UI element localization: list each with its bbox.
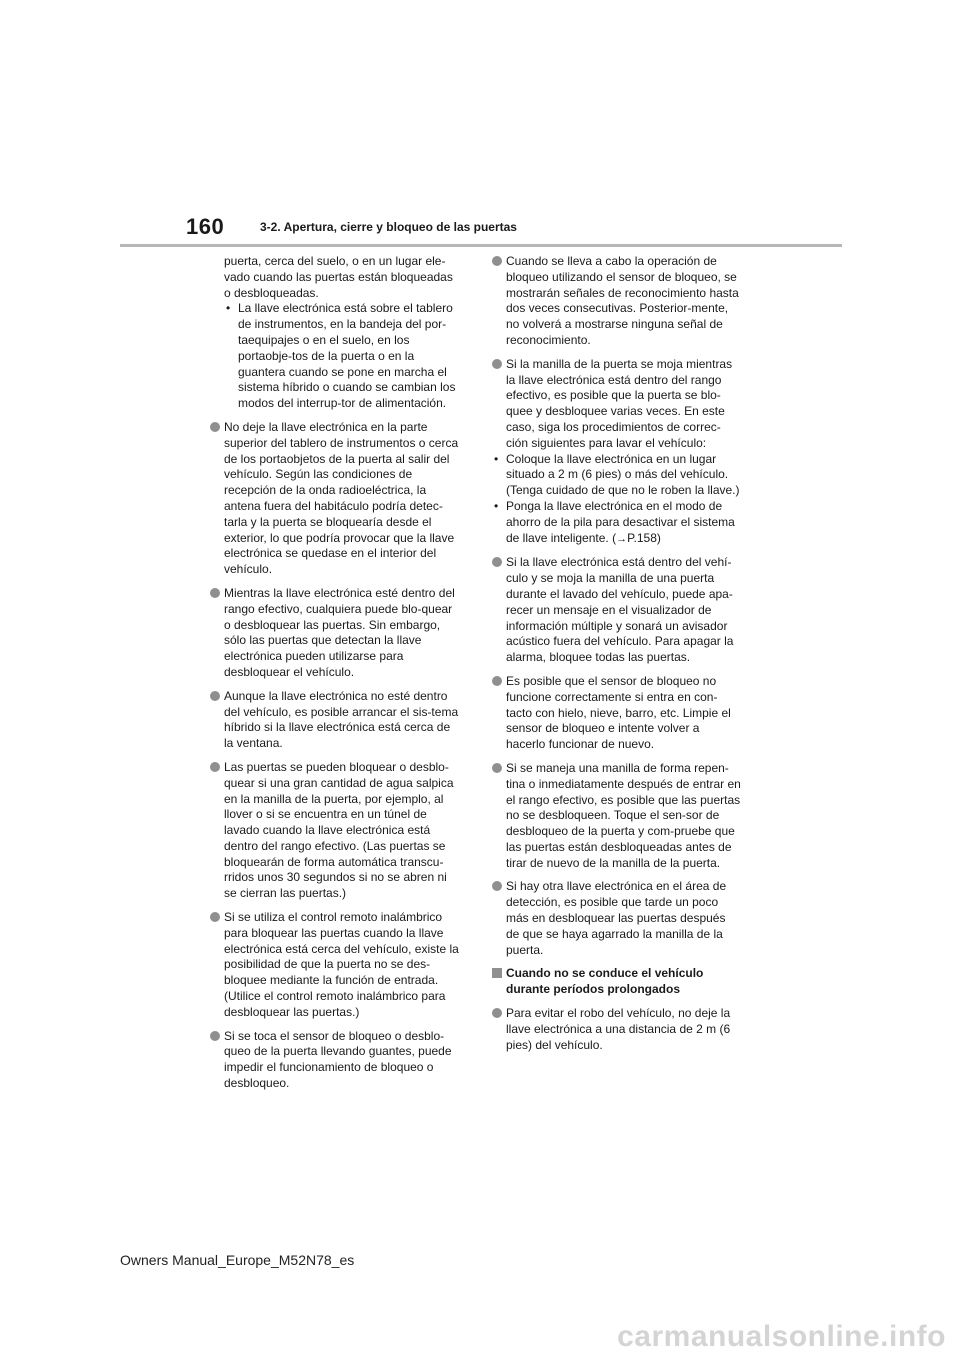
bullet-paragraph: [210, 1029, 460, 1092]
paragraph-text: Si se toca el sensor de bloqueo o desblo-queo de la puerta llevando guantes, puede impedir el funcionamiento de bloqueo o desbloqueo.: [224, 1028, 452, 1091]
bullet-icon: [492, 881, 502, 891]
paragraph-text: Cuando se lleva a cabo la operación de bloqueo utilizando el sensor de bloqueo, se mostrarán señales de reconocimiento hasta dos veces consecutivas. Posterior-mente, no volverá a mostrarse ninguna señal de reconocimiento.: [506, 254, 739, 347]
bullet-paragraph: [492, 357, 742, 548]
bullet-paragraph: [210, 689, 460, 752]
paragraph-text: Si se utiliza el control remoto inalámbrico para bloquear las puertas cuando la llave electrónica está cerca del vehículo, existe la posibilidad de que la puerta no se des-bloquee mediante la función de entrada. (Utilice el control remoto inalámbrico para desbloquear las puertas.): [224, 910, 459, 1019]
sub-bullet-dot: •: [494, 498, 499, 513]
sub-bullet-item: [492, 452, 742, 499]
sub-bullet-dot: •: [226, 301, 231, 316]
text-line: o desbloqueadas.: [224, 285, 319, 300]
sub-bullet-text: La llave electrónica está sobre el tablero de instrumentos, en la bandeja del por-taequipajes o en el suelo, en los portaobje-tos de la puerta o en la guantera cuando se pone en marcha el sistema híbrido o cuando se cambian los modos del interrup-tor de alimentación.: [238, 301, 456, 411]
paragraph-text: Si la manilla de la puerta se moja mientras la llave electrónica está dentro del rango efectivo, es posible que la puerta se blo-quee y desbloquee varias veces. En este caso, siga los procedimientos de correc-ción siguientes para lavar el vehículo:: [506, 356, 733, 450]
sub-bullet-item: [492, 499, 742, 547]
text-line: puerta, cerca del suelo, o en un lugar ele-: [224, 254, 446, 268]
continued-paragraph: [210, 254, 460, 412]
bullet-paragraph: [492, 254, 742, 349]
arrow-right-icon: →: [616, 532, 628, 545]
header-divider: [120, 244, 842, 247]
paragraph-text: Las puertas se pueden bloquear o desblo-quear si una gran cantidad de agua salpica en la manilla de la puerta, por ejemplo, al llover o si se encuentra en un túnel de lavado cuando la llave electrónica está dentro del rango efectivo. (Las puertas se bloquearán de forma automática transcu-rridos unos 30 segundos si no se abren ni se cierran las puertas.): [224, 759, 454, 901]
section-title: 3-2. Apertura, cierre y bloqueo de las puertas: [260, 220, 517, 234]
bullet-icon: [492, 1008, 502, 1018]
paragraph-text: Es posible que el sensor de bloqueo no funcione correctamente si entra en con-tacto con hielo, nieve, barro, etc. Limpie el sensor de bloqueo e intente volver a hacerlo funcionar de nuevo.: [506, 673, 731, 752]
right-column: [492, 254, 742, 1061]
bullet-icon: [492, 763, 502, 773]
bullet-icon: [492, 256, 502, 266]
bullet-paragraph: [210, 910, 460, 1021]
footer-doc-id: Owners Manual_Europe_M52N78_es: [120, 1252, 355, 1268]
paragraph-text: Si la llave electrónica está dentro del vehí-culo y se moja la manilla de una puerta durante el lavado del vehículo, puede apa-recer un mensaje en el visualizador de información múltiple y sonará un avisador acústico fuera del vehículo. Para apagar la alarma, bloquee todas las puertas.: [506, 555, 734, 665]
bullet-paragraph: [210, 420, 460, 578]
bullet-paragraph: [210, 760, 460, 902]
bullet-paragraph: [492, 1006, 742, 1053]
section-heading: [492, 966, 742, 998]
bullet-paragraph: [492, 761, 742, 872]
bullet-paragraph: [492, 555, 742, 666]
bullet-icon: [210, 588, 220, 598]
paragraph-text: Si se maneja una manilla de forma repen-tina o inmediatamente después de entrar en el rango efectivo, es posible que las puertas no se desbloqueen. Toque el sen-sor de desbloqueo de la puerta y com-pruebe que las puertas están desbloqueadas antes de tirar de nuevo de la manilla de la puerta.: [506, 760, 741, 870]
bullet-paragraph: [210, 586, 460, 681]
bullet-icon: [210, 1031, 220, 1041]
left-column: [210, 254, 460, 1100]
bullet-icon: [210, 762, 220, 772]
sub-bullet-text: Ponga la llave electrónica en el modo de ahorro de la pila para desactivar el sistema de llave inteligente. (: [506, 498, 735, 545]
paragraph-text: Para evitar el robo del vehículo, no deje la llave electrónica a una distancia de 2 m (6 pies) del vehículo.: [506, 1006, 731, 1052]
bullet-icon: [210, 422, 220, 432]
page-reference-link[interactable]: P.158): [627, 530, 661, 545]
text-line: vado cuando las puertas están bloqueadas: [224, 269, 453, 284]
watermark: carmanualsonline.info: [617, 1320, 946, 1353]
page-number: 160: [186, 214, 225, 239]
bullet-icon: [210, 691, 220, 701]
paragraph-text: Aunque la llave electrónica no esté dentro del vehículo, es posible arrancar el sis-tema híbrido si la llave electrónica está cerca de la ventana.: [224, 688, 459, 751]
bullet-icon: [492, 557, 502, 567]
sub-bullet-item: [224, 301, 460, 412]
sub-bullet-dot: •: [494, 451, 499, 466]
bullet-icon: [492, 359, 502, 369]
paragraph-text: No deje la llave electrónica en la parte superior del tablero de instrumentos o cerca de los portaobjetos de la puerta al salir del vehículo. Según las condiciones de recepción de la onda radioeléctrica, la antena fuera del habitáculo podría detec-tarla y la puerta se bloquearía desde el exterior, lo que podría provocar que la llave electrónica se quedase en el interior del vehículo.: [224, 419, 459, 577]
bullet-paragraph: [492, 674, 742, 753]
paragraph-text: Si hay otra llave electrónica en el área de detección, es posible que tarde un poco más en desbloquear las puertas después de que se haya agarrado la manilla de la puerta.: [506, 879, 727, 957]
paragraph-text: Mientras la llave electrónica esté dentro del rango efectivo, cualquiera puede blo-quear o desbloquear las puertas. Sin embargo, sólo las puertas que detectan la llave electrónica pueden utilizarse para desbloquear el vehículo.: [224, 585, 455, 679]
bullet-icon: [492, 676, 502, 686]
heading-text: Cuando no se conduce el vehículo durante períodos prolongados: [506, 966, 704, 997]
square-bullet-icon: [492, 968, 502, 978]
bullet-icon: [210, 912, 220, 922]
bullet-paragraph: [492, 879, 742, 958]
sub-bullet-text: Coloque la llave electrónica en un lugar situado a 2 m (6 pies) o más del vehículo. (Tenga cuidado de que no le roben la llave.): [506, 451, 740, 498]
